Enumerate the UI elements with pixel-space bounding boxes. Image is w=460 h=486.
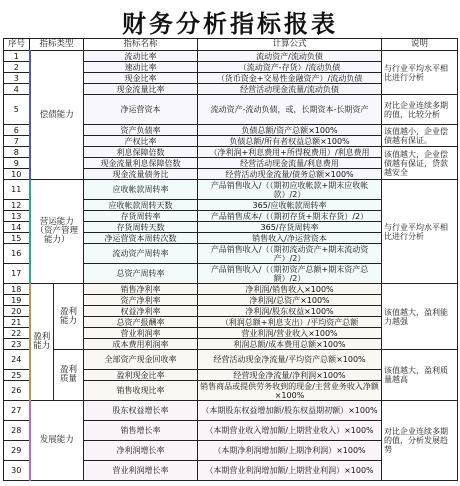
metric-name: 成本费用利润率 [84, 339, 198, 350]
note-cell: 对比企业连续多期的值，分析发展趋势 [382, 401, 458, 481]
indicator-table [3, 38, 458, 481]
table-row [4, 180, 458, 200]
note-cell: 该值越大，企业偿债越有保证，贷款越安全 [382, 147, 458, 180]
metric-name: 净利润增长率 [84, 441, 198, 461]
metric-formula: 经营活动现金流量/利息费用 [198, 158, 382, 169]
metric-formula: 负债总额/资产总额×100% [198, 125, 382, 136]
metric-name: 现金流量比率 [84, 84, 198, 95]
metric-name: 流动资产周转率 [84, 244, 198, 264]
table-header-row [4, 39, 458, 51]
metric-name: 营业利润增长率 [84, 461, 198, 481]
metric-name: 全部资产现金回收率 [84, 350, 198, 370]
note-cell: 该值越大，盈利质量越高 [382, 350, 458, 401]
metric-name: 现金比率 [84, 73, 198, 84]
table-row [4, 401, 458, 421]
metric-name: 净运营资本 [84, 95, 198, 125]
metric-formula: 营业利润/营业收入×100% [198, 328, 382, 339]
row-number: 24 [4, 350, 30, 370]
category-profit: 盈利能力 [30, 284, 54, 401]
metric-formula: （本期净利润增加额/上期净利润）×100% [198, 441, 382, 461]
metric-formula: 经营活动现金净流量/平均资产总额×100% [198, 350, 382, 370]
subcategory-profitability: 盈利能力 [54, 284, 84, 350]
metric-formula: 销售商品或提供劳务收到的现金/主营业务收入净额×100% [198, 381, 382, 401]
category-operating: 营运能力（资产管理能力） [30, 180, 84, 284]
metric-name: 总资产报酬率 [84, 317, 198, 328]
row-number: 12 [4, 200, 30, 211]
row-number: 19 [4, 295, 30, 306]
subcategory-quality: 盈利质量 [54, 350, 84, 401]
metric-formula: 产品销售收入/（（期初应收帐款+期末应收帐款）/2） [198, 180, 382, 200]
metric-formula: 销售收入/净运营资本 [198, 233, 382, 244]
metric-name: 资产净利率 [84, 295, 198, 306]
metric-name: 资产负债率 [84, 125, 198, 136]
metric-name: 销售净利率 [84, 284, 198, 295]
row-number: 20 [4, 306, 30, 317]
header-type: 指标类型 [30, 39, 84, 51]
note-cell: 该值越小，企业偿债越有保证。 [382, 125, 458, 147]
metric-name: 权益净利率 [84, 306, 198, 317]
row-number: 4 [4, 84, 30, 95]
metric-formula: 净利润/总资产×100% [198, 295, 382, 306]
row-number: 21 [4, 317, 30, 328]
metric-formula: 净利润/股东权益×100% [198, 306, 382, 317]
header-no: 序号 [4, 39, 30, 51]
row-number: 14 [4, 222, 30, 233]
row-number: 18 [4, 284, 30, 295]
metric-name: 销售增长率 [84, 421, 198, 441]
row-number: 15 [4, 233, 30, 244]
metric-formula: 流动资产/流动负债 [198, 51, 382, 62]
row-number: 5 [4, 95, 30, 125]
header-name: 指标名称 [84, 39, 198, 51]
metric-name: 现金流量利息保障倍数 [84, 158, 198, 169]
row-number: 8 [4, 147, 30, 158]
table-row [4, 51, 458, 62]
metric-formula: （本期营业利润增加额/上期营业利润）×100% [198, 461, 382, 481]
metric-name: 利息保障倍数 [84, 147, 198, 158]
metric-formula: 产品销售成本/（（期初存货+期末存货）/2） [198, 211, 382, 222]
row-number: 13 [4, 211, 30, 222]
metric-formula: 365/应收帐款周转率 [198, 200, 382, 211]
row-number: 11 [4, 180, 30, 200]
row-number: 3 [4, 73, 30, 84]
metric-formula: （利润总额+利息支出）/平均资产总额 [198, 317, 382, 328]
metric-name: 股东权益增长率 [84, 401, 198, 421]
row-number: 7 [4, 136, 30, 147]
metric-formula: 经营现金净流量/净利润×100% [198, 370, 382, 381]
row-number: 29 [4, 441, 30, 461]
row-number: 10 [4, 169, 30, 180]
row-number: 9 [4, 158, 30, 169]
row-number: 25 [4, 370, 30, 381]
row-number: 27 [4, 401, 30, 421]
metric-name: 销售收现比率 [84, 381, 198, 401]
row-number: 1 [4, 51, 30, 62]
metric-name: 盈利现金比率 [84, 370, 198, 381]
report-title: 财务分析指标报表 [122, 10, 338, 38]
row-number: 2 [4, 62, 30, 73]
metric-formula: 产品销售收入/（（期初流动资产+期末流动资产）/2） [198, 244, 382, 264]
header-formula: 计算公式 [198, 39, 382, 51]
row-number: 23 [4, 339, 30, 350]
row-number: 26 [4, 381, 30, 401]
note-cell: 与行业平均水平相比进行分析 [382, 180, 458, 284]
row-number: 22 [4, 328, 30, 339]
metric-formula: 产品销售收入/（（期初资产总额+期末资产总额）/2） [198, 264, 382, 284]
metric-formula: （本期股东权益增加额/股东权益期初额）×100% [198, 401, 382, 421]
metric-formula: （货币资金+交易性金融资产）/流动负债 [198, 73, 382, 84]
metric-formula: （本期营业收入增加额/上期营业收入）×100% [198, 421, 382, 441]
row-number: 30 [4, 461, 30, 481]
table-row [4, 284, 458, 295]
metric-name: 现金流量债务比 [84, 169, 198, 180]
metric-name: 总资产周转率 [84, 264, 198, 284]
metric-name: 应收帐款周转天数 [84, 200, 198, 211]
metric-formula: 利润总额/成本费用总额×100% [198, 339, 382, 350]
metric-formula: 负债总额/所有者权益总额×100% [198, 136, 382, 147]
note-cell: 该值越大，盈利能力越强 [382, 284, 458, 350]
note-cell: 与行业平均水平相比进行分析 [382, 51, 458, 95]
metric-name: 产权比率 [84, 136, 198, 147]
metric-formula: 净利润/销售收入×100% [198, 284, 382, 295]
row-number: 28 [4, 421, 30, 441]
category-solvency: 偿债能力 [30, 51, 84, 180]
row-number: 6 [4, 125, 30, 136]
metric-name: 净运营资本周转次数 [84, 233, 198, 244]
metric-name: 流动比率 [84, 51, 198, 62]
table-row [4, 350, 458, 370]
metric-name: 营业利润率 [84, 328, 198, 339]
metric-formula: 流动资产-流动负债，或，长期资本-长期资产 [198, 95, 382, 125]
note-cell: 对比企业连续多期的值，比较分析 [382, 95, 458, 125]
metric-name: 存货周转天数 [84, 222, 198, 233]
row-number: 17 [4, 264, 30, 284]
metric-formula: 经营活动现金流量/债务总额×100% [198, 169, 382, 180]
row-number: 16 [4, 244, 30, 264]
metric-formula: （流动资产-存货）/流动负债 [198, 62, 382, 73]
metric-name: 应收帐款周转率 [84, 180, 198, 200]
metric-name: 存货周转率 [84, 211, 198, 222]
metric-formula: 经营活动现金流量/流动负债 [198, 84, 382, 95]
category-growth: 发展能力 [30, 401, 84, 481]
header-notes: 说明 [382, 39, 458, 51]
metric-formula: （净利润+利息费用+所得税费用）/利息费用 [198, 147, 382, 158]
metric-formula: 365/存货周转率 [198, 222, 382, 233]
metric-name: 速动比率 [84, 62, 198, 73]
